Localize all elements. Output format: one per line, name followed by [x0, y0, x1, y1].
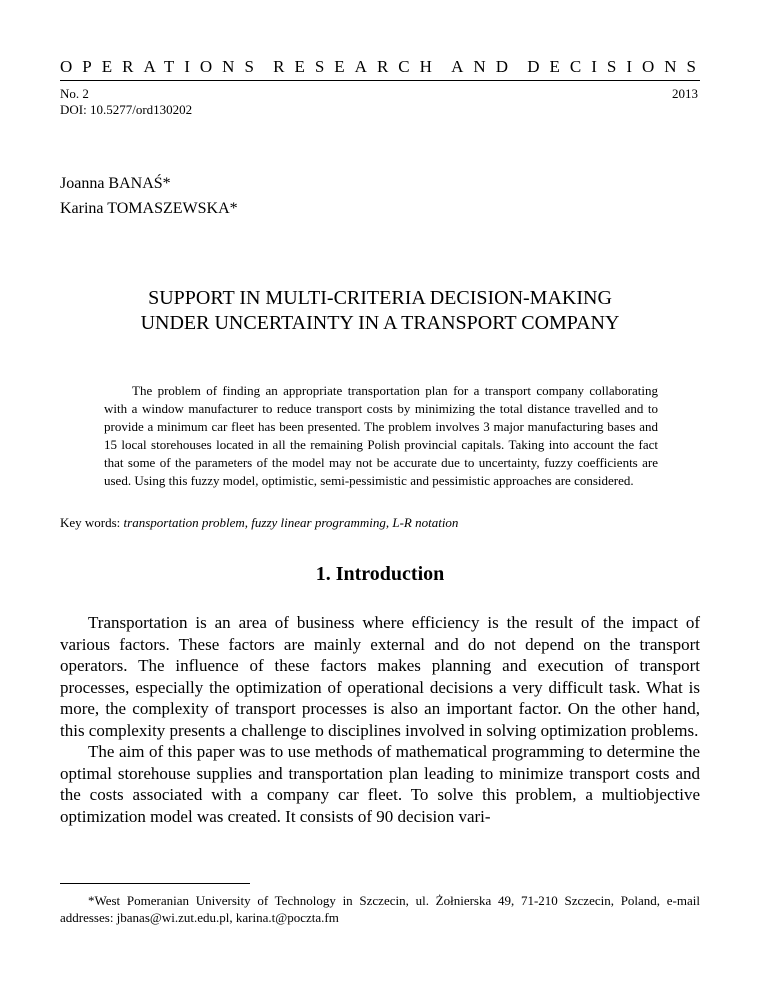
journal-word: RESEARCH — [273, 57, 442, 76]
year: 2013 — [672, 86, 698, 101]
body-text — [60, 612, 700, 827]
paper-title — [60, 286, 700, 336]
issue-number: No. 2 — [60, 86, 89, 101]
section-heading: 1. Introduction — [315, 563, 445, 585]
doi: DOI: 10.5277/ord130202 — [60, 102, 193, 117]
header-rule — [60, 80, 700, 81]
paragraph: The aim of this paper was to use methods of mathematical programming to determine the optimal storehouse supplies and transportation plan leading to minimize transport costs and the costs associated with a company car fleet. To solve this problem, a multiobjective optimization model was created. It consists of 90 decision vari- — [60, 742, 700, 826]
title-line: UNDER UNCERTAINTY IN A TRANSPORT COMPANY — [140, 312, 620, 334]
footnote-rule — [60, 883, 250, 884]
journal-word: DECISIONS — [527, 57, 706, 76]
issue-meta — [60, 86, 192, 118]
paragraph: Transportation is an area of business where efficiency is the result of the impact of various factors. These factors are mainly external and do not depend on the transport operators. The influence of these factors makes planning and execution of transport processes, especially the optimization of operational decisions a very difficult task. What is more, the complexity of transport processes is also an important factor. On the other hand, this complexity presents a challenge to disciplines involved in solving optimization problems. — [60, 613, 700, 740]
author-name: Karina TOMASZEWSKA* — [60, 200, 238, 217]
author-name: Joanna BANAŚ* — [60, 175, 171, 192]
keywords-value: transportation problem, fuzzy linear programming, L-R notation — [123, 515, 459, 530]
keywords — [60, 515, 458, 531]
journal-name — [60, 57, 706, 77]
journal-word: OPERATIONS — [60, 57, 264, 76]
keywords-label: Key words: — [60, 515, 124, 530]
footnote: *West Pomeranian University of Technology in Szczecin, ul. Żołnierska 49, 71-210 Szczecin, Poland, e-mail addresses: jbanas@wi.zut.edu.pl, karina.t@poczta.fm — [60, 893, 700, 925]
abstract: The problem of finding an appropriate transportation plan for a transport company collaborating with a window manufacturer to reduce transport costs by minimizing the total distance travelled and to provide a minimum car fleet has been presented. The problem involves 3 major manufacturing bases and 15 local storehouses located in all the remaining Polish provincial capitals. Taking into account the fact that some of the parameters of the model may not be accurate due to uncertainty, fuzzy coefficients are used. Using this fuzzy model, optimistic, semi-pessimistic and pessimistic approaches are considered. — [104, 383, 658, 488]
authors — [60, 171, 238, 221]
title-line: SUPPORT IN MULTI-CRITERIA DECISION-MAKING — [148, 287, 612, 309]
journal-word: AND — [451, 57, 518, 76]
